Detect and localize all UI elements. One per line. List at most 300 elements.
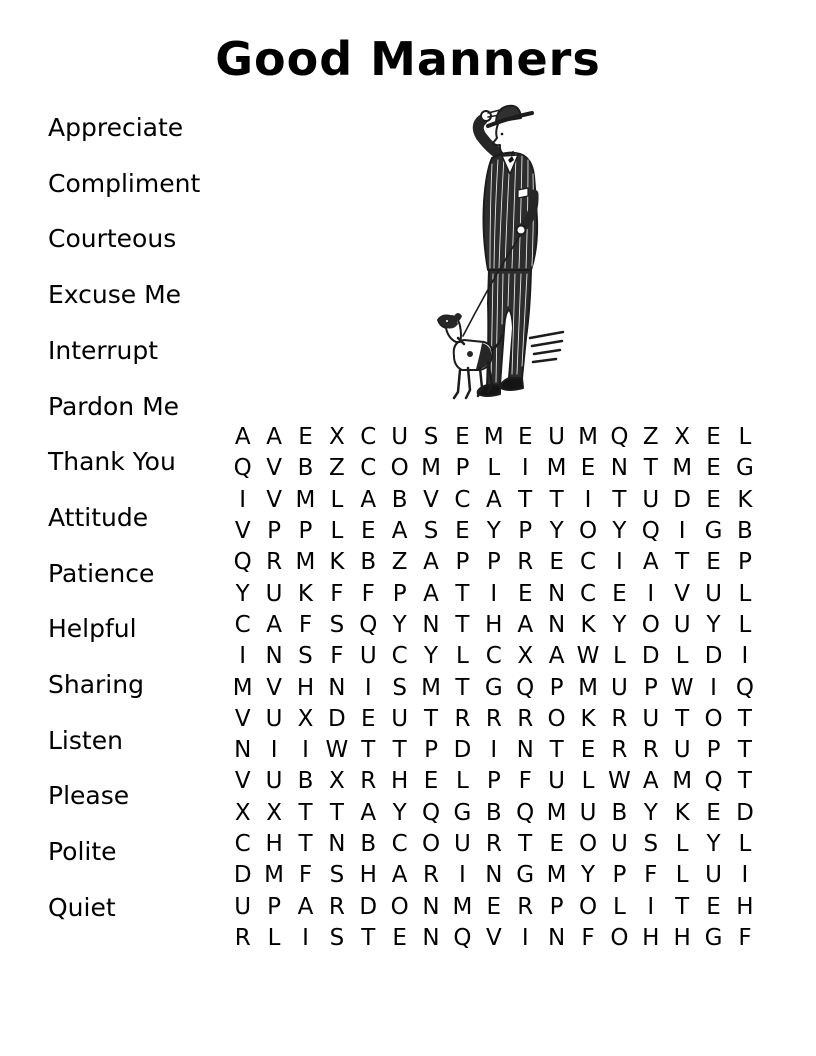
grid-letter: E [706,893,721,920]
grid-letter: X [266,799,282,826]
grid-letter: M [546,799,567,826]
grid-letter: P [549,674,564,701]
grid-letter: R [611,737,628,764]
grid-letter: N [547,611,566,638]
grid-letter: R [328,893,345,920]
grid-letter: D [359,893,378,920]
grid-letter: P [643,674,658,701]
grid-letter: I [490,737,498,764]
grid-letter: M [578,424,598,451]
grid-letter: D [673,486,692,513]
grid-letter: Q [233,549,252,576]
grid-letter: Y [612,518,627,545]
grid-letter: M [295,486,316,513]
grid-letter: T [737,737,752,764]
grid-letter: U [673,737,691,764]
grid-letter: A [360,799,377,826]
grid-letter: D [641,643,660,670]
grid-letter: Y [643,799,658,826]
grid-letter: H [736,893,754,920]
grid-letter: S [392,674,407,701]
grid-letter: F [581,924,595,951]
grid-letter: L [487,455,501,482]
grid-letter: E [486,893,502,920]
grid-letter: Z [391,549,408,576]
grid-letter: A [266,611,282,638]
grid-letter: P [424,737,438,764]
grid-letter: U [579,799,597,826]
word-list [48,100,200,936]
grid-letter: N [422,924,440,951]
grid-letter: Q [641,518,660,545]
grid-letter: U [454,831,471,857]
grid-letter: R [611,705,628,732]
grid-letter: N [328,831,346,857]
grid-letter: I [710,674,717,701]
grid-letter: X [674,424,691,451]
grid-letter: T [298,831,313,857]
grid-letter: E [706,424,721,451]
grid-letter: U [548,424,566,451]
grid-letter: N [265,643,283,670]
grid-letter: Y [392,799,407,826]
grid-letter: U [265,705,283,732]
grid-letter: M [421,455,441,482]
grid-letter: H [485,611,503,638]
grid-letter: P [267,893,282,920]
grid-letter: S [298,643,313,670]
grid-letter: I [521,924,529,951]
grid-letter: E [517,580,533,607]
grid-letter: R [266,549,283,576]
grid-letter: C [360,455,377,482]
grid-letter: U [610,831,628,857]
grid-letter: D [328,705,346,732]
grid-letter: T [518,831,533,857]
grid-letter: E [706,799,721,826]
grid-letter: G [484,674,503,701]
grid-letter: F [644,862,658,889]
grid-letter: F [330,580,344,607]
grid-letter: B [391,486,408,513]
grid-letter: L [675,862,689,889]
grid-letter: B [611,799,628,826]
grid-letter: F [518,768,532,795]
grid-letter: K [580,611,596,638]
grid-letter: R [454,705,471,732]
grid-letter: N [422,893,440,920]
grid-letter: I [615,549,623,576]
grid-letter: R [642,737,659,764]
grid-letter: A [266,424,282,451]
grid-letter: T [643,455,658,482]
grid-letter: R [517,549,534,576]
motion-lines [530,332,563,362]
grid-letter: T [612,486,627,513]
grid-letter: Q [359,611,378,638]
grid-letter: O [704,705,723,732]
grid-letter: F [298,611,313,638]
grid-letter: O [421,831,441,857]
grid-letter: I [302,924,309,951]
grid-letter: O [578,518,598,545]
grid-letter: I [741,862,749,889]
grid-letter: E [706,549,721,576]
grid-letter: E [549,549,564,576]
grid-letter: L [612,643,626,670]
grid-letter: D [453,737,472,764]
grid-letter: T [424,705,439,732]
grid-letter: E [423,768,439,795]
grid-letter: I [239,643,247,670]
grid-letter: T [455,580,470,607]
grid-letter: U [265,768,283,795]
grid-letter: Q [233,455,252,482]
grid-letter: V [234,768,251,795]
grid-letter: M [295,549,316,576]
grid-letter: Y [612,611,627,638]
grid-letter: D [704,643,723,670]
grid-letter: Y [706,611,721,638]
word-list-item: Quiet [48,892,116,922]
grid-letter: K [737,486,753,513]
word-list-item: Please [48,781,130,811]
grid-letter: M [264,862,285,889]
grid-letter: N [610,455,628,482]
grid-letter: Z [328,455,345,482]
grid-letter: I [490,580,498,607]
grid-letter: S [423,424,439,451]
grid-letter: L [738,424,752,451]
grid-letter: T [675,893,690,920]
grid-letter: F [738,924,752,951]
grid-letter: K [674,799,690,826]
grid-letter: R [517,705,534,732]
grid-letter: B [297,455,314,482]
grid-letter: I [647,580,655,607]
grid-letter: E [612,580,627,607]
grid-letter: P [298,518,313,545]
word-list-item: Attitude [48,502,149,532]
grid-letter: F [298,862,313,889]
word-list-item: Sharing [48,670,144,700]
grid-letter: U [391,424,409,451]
grid-letter: X [328,424,345,451]
grid-letter: Y [424,643,439,670]
grid-letter: S [329,611,345,638]
grid-letter: L [738,831,752,857]
grid-letter: P [612,862,627,889]
grid-letter: T [675,705,690,732]
grid-letter: R [360,768,377,795]
grid-letter: D [233,862,252,889]
word-list-item: Excuse Me [48,280,182,310]
grid-letter: U [610,674,628,701]
grid-letter: M [672,768,693,795]
word-list-item: Appreciate [48,113,184,142]
word-list-item: Courteous [48,224,177,254]
grid-letter: Q [735,674,754,701]
grid-letter: W [325,737,349,764]
grid-letter: L [612,893,626,920]
grid-letter: K [329,549,345,576]
grid-letter: X [234,799,251,826]
grid-letter: T [392,737,407,764]
grid-letter: E [360,518,376,545]
grid-letter: E [392,924,407,951]
grid-letter: I [364,674,372,701]
grid-letter: R [485,705,502,732]
grid-letter: N [516,737,534,764]
grid-letter: E [706,455,721,482]
grid-letter: B [360,549,377,576]
grid-letter: L [330,518,344,545]
grid-letter: T [549,486,564,513]
grid-letter: C [391,643,408,670]
grid-letter: I [239,486,247,513]
grid-letter: V [266,486,282,513]
grid-letter: H [359,862,377,889]
grid-letter: Q [421,799,441,826]
grid-letter: A [391,862,408,889]
grid-letter: Y [235,580,250,607]
grid-letter: A [517,611,534,638]
grid-letter: I [741,643,749,670]
grid-letter: O [578,831,598,857]
grid-letter: Z [642,424,659,451]
grid-letter: N [485,862,503,889]
grid-letter: Q [453,924,472,951]
grid-letter: M [546,455,567,482]
grid-letter: L [738,611,752,638]
grid-letter: S [329,862,345,889]
page-title: Good Manners [215,32,601,86]
grid-letter: X [328,768,345,795]
grid-letter: S [329,924,345,951]
grid-letter: T [455,611,470,638]
grid-letter: I [302,737,309,764]
grid-letter: C [454,486,471,513]
grid-letter: P [267,518,282,545]
grid-letter: A [234,424,251,451]
grid-letter: T [455,674,470,701]
grid-letter: P [455,549,470,576]
grid-letter: U [642,705,660,732]
grid-letter: G [736,455,754,482]
grid-letter: V [674,580,691,607]
grid-letter: E [517,424,533,451]
grid-letter: O [578,893,598,920]
grid-letter: X [517,643,534,670]
grid-letter: P [549,893,564,920]
grid-letter: L [675,831,689,857]
grid-letter: N [547,580,566,607]
grid-letter: E [455,518,470,545]
grid-letter: E [706,486,721,513]
grid-letter: N [328,674,346,701]
grid-letter: M [672,455,693,482]
grid-letter: M [483,424,504,451]
grid-letter: Y [706,831,721,857]
word-list-item: Listen [48,725,123,755]
grid-letter: O [641,611,660,638]
grid-letter: A [485,486,502,513]
grid-letter: P [518,518,533,545]
grid-letter: O [390,455,409,482]
word-list-item: Thank You [48,447,176,477]
grid-letter: Y [549,518,564,545]
grid-letter: E [455,424,470,451]
grid-letter: C [391,831,408,857]
word-list-item: Polite [48,837,117,867]
grid-letter: L [675,643,689,670]
grid-letter: U [673,611,691,638]
grid-letter: U [705,580,722,607]
grid-letter: P [392,580,407,607]
grid-letter: E [549,831,564,857]
grid-letter: M [232,674,253,701]
grid-letter: V [234,705,251,732]
grid-letter: P [738,549,752,576]
grid-letter: E [360,705,376,732]
grid-letter: H [673,924,691,951]
grid-letter: I [678,518,686,545]
grid-letter: A [423,580,439,607]
grid-letter: Y [580,862,596,889]
grid-letter: I [521,455,529,482]
word-list-item: Helpful [48,614,137,644]
grid-letter: I [647,893,655,920]
grid-letter: C [234,831,251,857]
grid-letter: N [234,737,252,764]
grid-letter: C [360,424,377,451]
grid-letter: T [549,737,564,764]
grid-letter: D [736,799,754,826]
grid-letter: E [298,424,313,451]
grid-letter: M [578,674,598,701]
grid-letter: T [518,486,533,513]
grid-letter: W [670,674,694,701]
grid-letter: B [737,518,753,545]
grid-letter: A [297,893,314,920]
grid-letter: T [675,549,690,576]
grid-letter: Q [516,674,535,701]
grid-letter: Y [392,611,407,638]
grid-letter: I [270,737,278,764]
grid-letter: U [548,768,566,795]
grid-letter: W [608,768,631,795]
grid-letter: H [296,674,315,701]
grid-letter: Q [516,799,535,826]
grid-letter: L [267,924,281,951]
grid-letter: L [581,768,595,795]
grid-letter: T [361,737,376,764]
grid-letter: V [423,486,439,513]
grid-letter: U [705,862,722,889]
grid-letter: F [361,580,375,607]
grid-letter: C [579,580,597,607]
grid-letter: I [459,862,466,889]
grid-letter: H [391,768,409,795]
grid-letter: C [234,611,251,638]
grid-letter: L [456,643,469,670]
grid-letter: R [517,893,534,920]
grid-letter: U [265,580,283,607]
grid-letter: S [423,518,439,545]
grid-letter: B [297,768,314,795]
grid-letter: L [456,768,469,795]
grid-letter: M [421,674,441,701]
grid-letter: A [642,768,659,795]
grid-letter: G [704,518,723,545]
grid-letter: V [266,674,282,701]
grid-letter: O [610,924,629,951]
grid-letter: K [580,705,596,732]
grid-letter: G [453,799,472,826]
grid-letter: C [579,549,597,576]
grid-letter: T [361,924,376,951]
grid-letter: H [265,831,283,857]
grid-letter: T [329,799,344,826]
grid-letter: M [452,893,473,920]
grid-letter: F [330,643,344,670]
grid-letter: B [485,799,502,826]
word-list-item: Interrupt [48,335,159,365]
grid-letter: A [391,518,408,545]
grid-letter: N [422,611,440,638]
grid-letter: V [234,518,251,545]
word-search-grid [227,422,761,954]
grid-letter: E [580,737,596,764]
grid-letter: P [486,549,501,576]
grid-letter: V [266,455,282,482]
grid-letter: P [486,768,501,795]
grid-letter: V [485,924,502,951]
grid-letter: G [704,924,723,951]
grid-letter: T [298,799,313,826]
grid-letter: A [548,643,565,670]
grid-letter: T [737,705,752,732]
man-with-dog-illustration [430,98,570,413]
grid-letter: P [706,737,721,764]
grid-letter: Q [610,424,629,451]
grid-letter: Y [486,518,501,545]
grid-letter: A [423,549,439,576]
grid-letter: U [359,643,377,670]
grid-letter: S [643,831,659,857]
grid-letter: R [485,831,502,857]
word-list-item: Compliment [48,168,201,198]
grid-letter: K [297,580,314,607]
grid-letter: M [546,862,567,889]
grid-letter: N [547,924,566,951]
grid-letter: O [390,893,409,920]
grid-letter: I [584,486,592,513]
word-list-item: Patience [48,558,155,588]
grid-letter: T [737,768,752,795]
grid-letter: X [297,705,314,732]
grid-letter: R [423,862,440,889]
man-shoe-back [501,378,523,390]
grid-letter: U [234,893,252,920]
grid-letter: B [360,831,377,857]
grid-letter: A [360,486,377,513]
grid-letter: U [642,486,660,513]
grid-letter: R [234,924,251,951]
grid-letter: O [547,705,566,732]
grid-letter: A [642,549,659,576]
grid-letter: H [642,924,660,951]
